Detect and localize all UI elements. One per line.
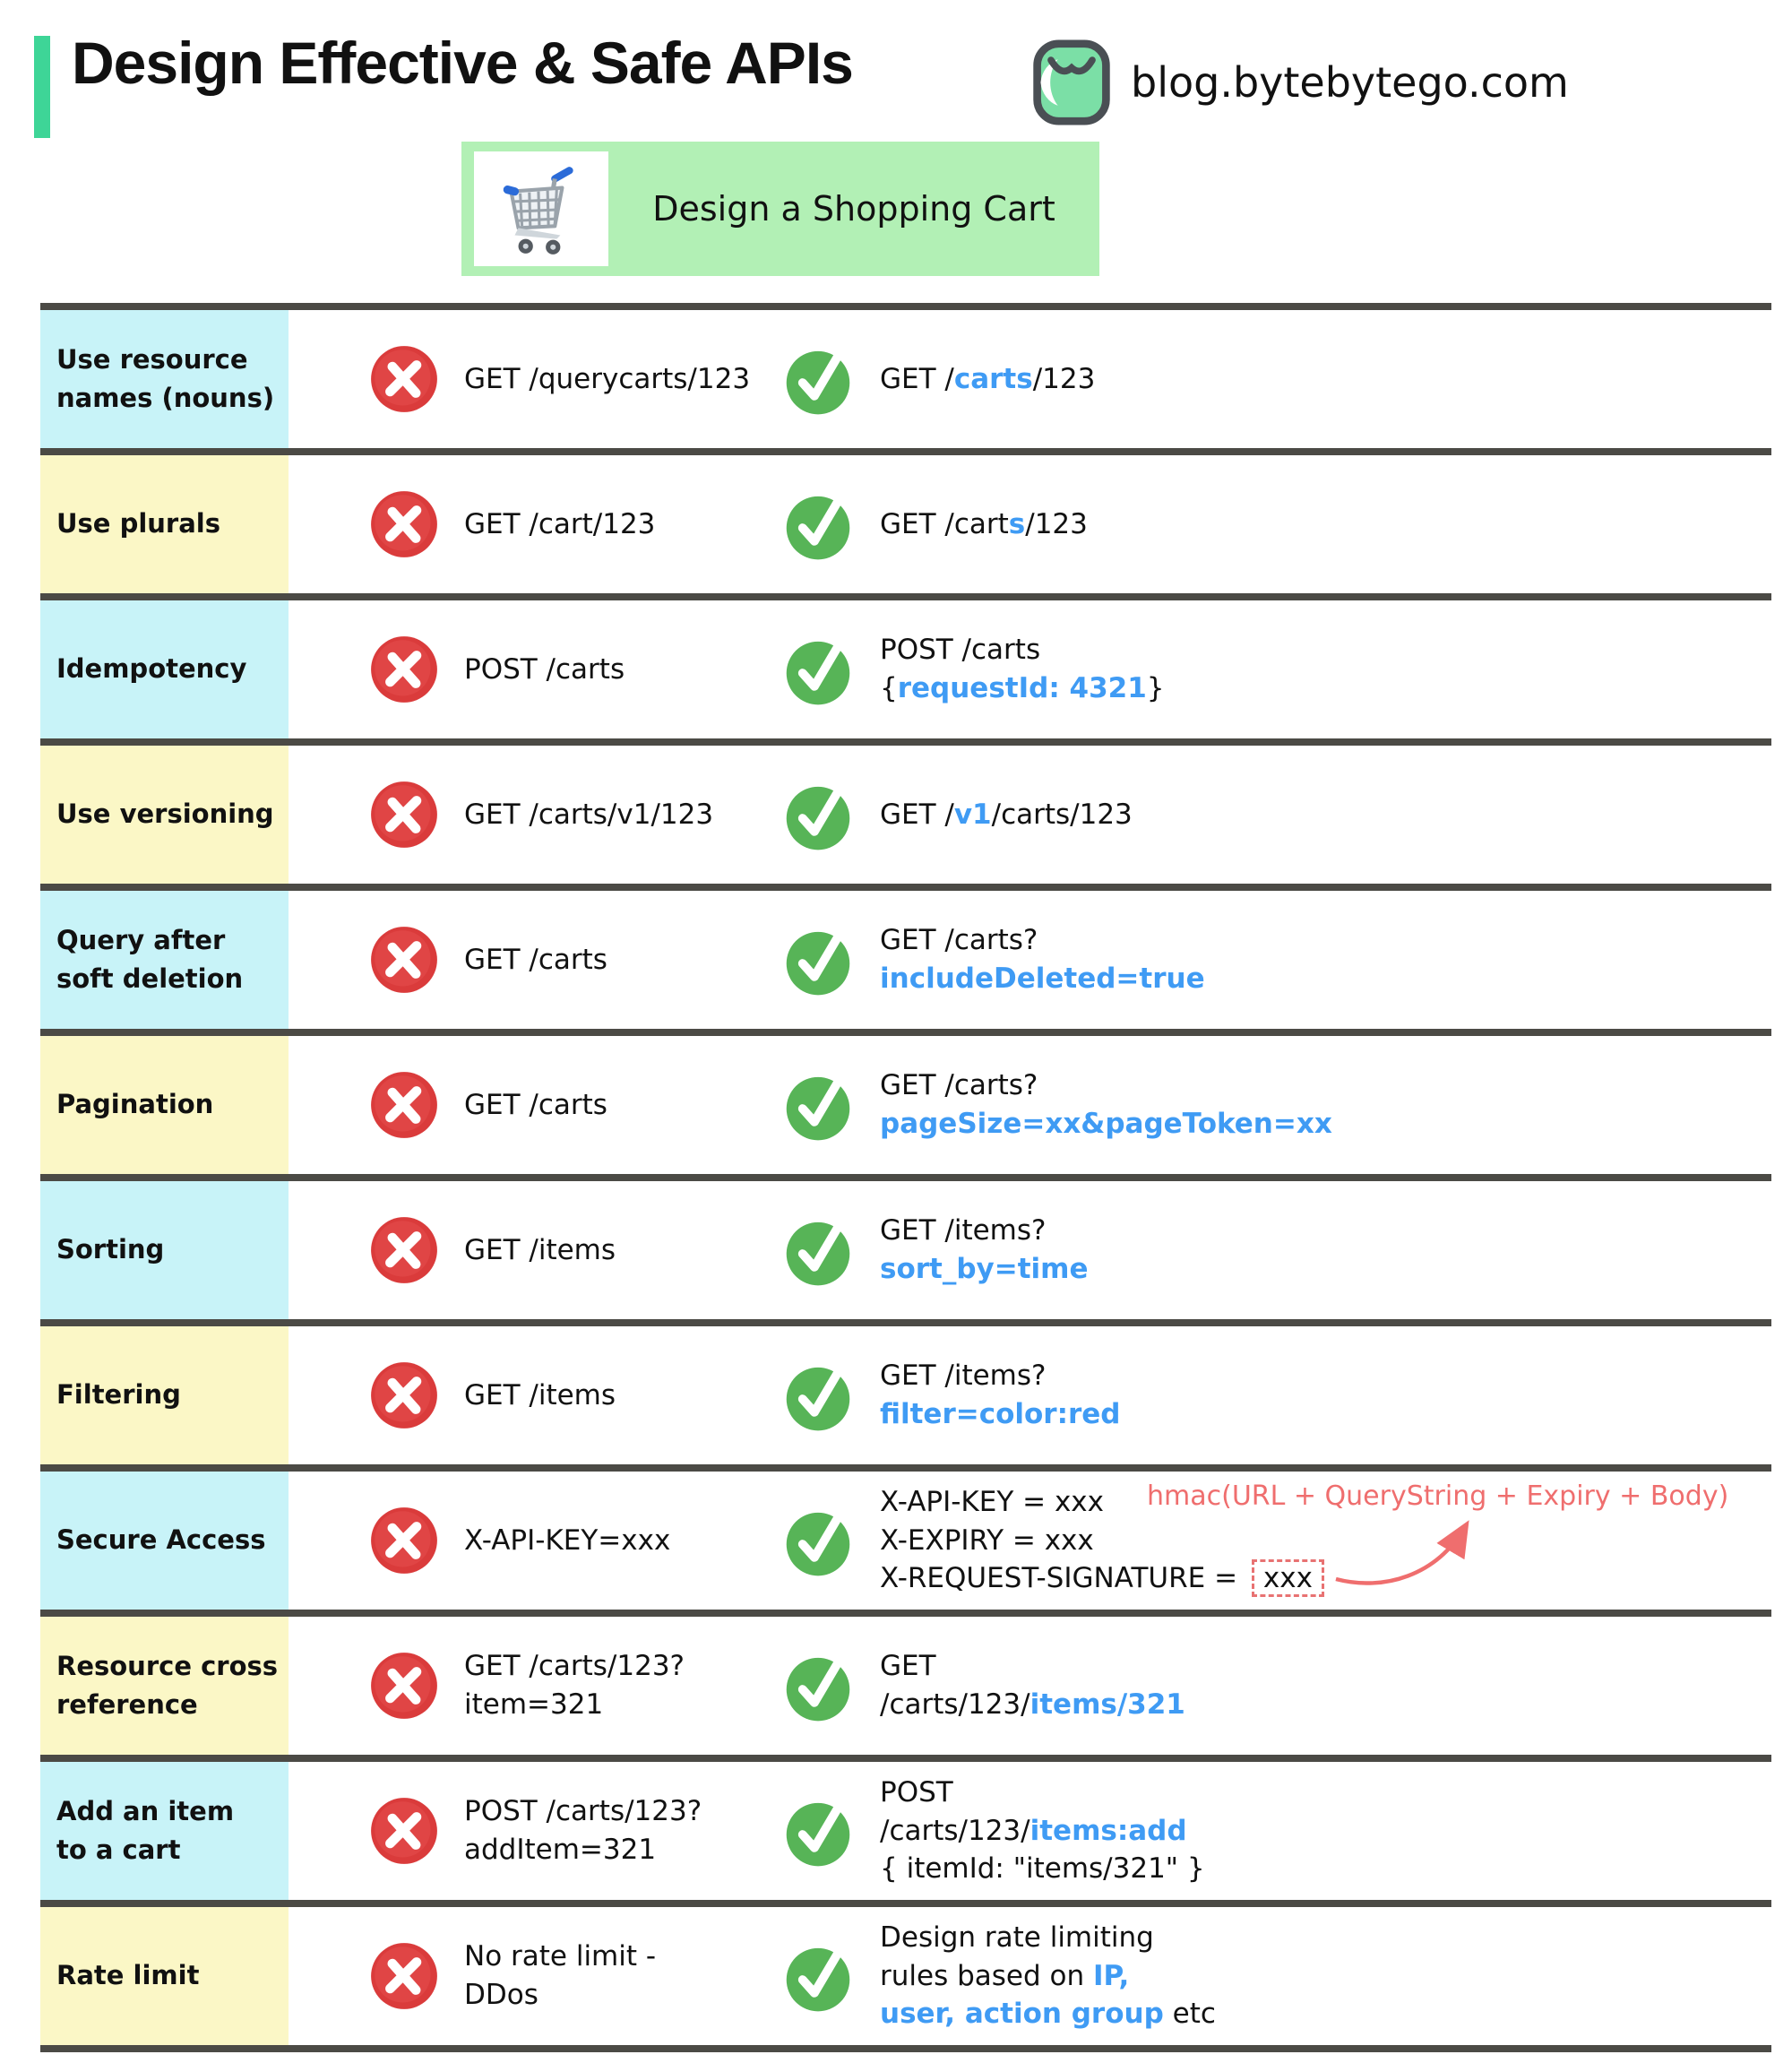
signature-dashed-box: xxx: [1252, 1559, 1324, 1597]
bad-example-code: [464, 1938, 656, 2015]
code-line: [880, 1995, 1216, 2033]
code-line: [464, 1086, 607, 1125]
code-segment: {: [880, 672, 898, 704]
bad-example-code: [464, 1792, 702, 1869]
row-label-line: Add an item: [56, 1795, 235, 1826]
code-segment: DDos: [464, 1979, 538, 2011]
code-segment: v1: [953, 798, 992, 831]
code-segment: GET: [880, 1650, 936, 1683]
code-line: [880, 1686, 1185, 1724]
row-label-line: Query after: [56, 924, 226, 955]
good-example: [781, 1919, 1216, 2033]
table-row: [40, 303, 1771, 448]
check-icon: [781, 778, 855, 851]
bad-example-code: [464, 360, 750, 399]
row-label-line: reference: [56, 1689, 198, 1720]
check-icon: [781, 1939, 855, 2013]
code-segment: item=321: [464, 1688, 604, 1721]
bad-example: [367, 1504, 781, 1577]
row-label: [40, 455, 289, 593]
table-row: [40, 593, 1771, 738]
check-icon: [781, 1068, 855, 1142]
check-icon: [781, 342, 855, 416]
code-line: [880, 1647, 1185, 1686]
bad-example-code: [464, 1647, 685, 1724]
code-segment: GET /cart/123: [464, 507, 656, 540]
good-example-code: [880, 1647, 1185, 1724]
code-segment: }: [1146, 672, 1165, 704]
row-label: [40, 891, 289, 1029]
bad-example: [367, 778, 781, 851]
code-line: [880, 360, 1095, 399]
code-line: [880, 1812, 1205, 1851]
code-line: [880, 1250, 1089, 1289]
good-example: [781, 1357, 1121, 1434]
row-label: [40, 1617, 289, 1755]
code-line: [464, 941, 607, 980]
bad-example-code: [464, 1231, 616, 1270]
cross-icon: [367, 1794, 441, 1868]
code-segment: X-API-KEY=xxx: [464, 1524, 671, 1557]
cross-icon: [367, 1504, 441, 1577]
code-segment: filter=color:red: [880, 1398, 1121, 1430]
code-segment: No rate limit -: [464, 1940, 657, 1973]
cross-icon: [367, 1068, 441, 1142]
title-accent-bar: [34, 36, 50, 138]
rules-table: [40, 303, 1771, 2052]
code-segment: X-API-KEY = xxx: [880, 1485, 1104, 1518]
cross-icon: [367, 1213, 441, 1287]
code-line: [880, 1212, 1089, 1250]
good-example-code: [880, 631, 1165, 708]
table-row: [40, 1319, 1771, 1464]
code-segment: etc: [1163, 1998, 1216, 2031]
bad-example: [367, 1938, 781, 2015]
code-line: [880, 1395, 1121, 1434]
code-segment: requestId: 4321: [897, 672, 1147, 704]
page-title: Design Effective & Safe APIs: [72, 30, 853, 96]
row-label: [40, 1036, 289, 1174]
table-row: [40, 1174, 1771, 1319]
code-segment: POST /carts: [464, 652, 625, 686]
code-segment: s: [1008, 507, 1026, 540]
code-line: [880, 631, 1165, 669]
code-segment: POST /carts: [880, 634, 1041, 667]
cross-icon: [367, 923, 441, 997]
code-line: [464, 1647, 685, 1686]
good-example: [781, 921, 1205, 998]
code-segment: IP,: [1092, 1959, 1130, 1992]
check-icon: [781, 1213, 855, 1287]
code-line: [464, 1231, 616, 1270]
row-label-line: Resource cross: [56, 1650, 279, 1681]
code-segment: /carts/123/: [880, 1814, 1030, 1847]
page-header: [0, 0, 1792, 142]
good-example: [781, 631, 1165, 708]
table-row: [40, 1755, 1771, 1900]
code-line: [880, 796, 1133, 834]
good-example: [781, 778, 1133, 851]
good-example-code: [880, 1919, 1216, 2033]
good-example: [781, 1647, 1185, 1724]
check-icon: [781, 1504, 855, 1577]
check-icon: [781, 488, 855, 561]
code-segment: GET /items?: [880, 1360, 1047, 1393]
table-row: [40, 1610, 1771, 1755]
bad-example-code: [464, 1086, 607, 1125]
code-line: [464, 505, 655, 544]
code-segment: GET /carts: [464, 1088, 607, 1121]
good-example-code: [880, 1212, 1089, 1289]
table-row: [40, 884, 1771, 1029]
code-segment: /123: [1032, 362, 1096, 395]
cross-icon: [367, 778, 441, 851]
bad-example: [367, 1068, 781, 1142]
code-segment: /123: [1025, 507, 1088, 540]
code-line: [880, 921, 1205, 960]
code-segment: Design rate limiting: [880, 1921, 1154, 1954]
code-line: [880, 960, 1205, 998]
good-example-code: [880, 796, 1133, 834]
code-segment: addItem=321: [464, 1834, 657, 1866]
row-label-line: Pagination: [56, 1089, 214, 1120]
code-line: [880, 505, 1088, 544]
code-segment: GET /items: [464, 1233, 616, 1266]
hmac-annotation: hmac(URL + QueryString + Expiry + Body): [1147, 1480, 1729, 1512]
bad-example: [367, 1647, 781, 1724]
code-line: [880, 1919, 1216, 1957]
cross-icon: [367, 342, 441, 416]
good-example-code: [880, 1357, 1121, 1434]
row-label: [40, 746, 289, 884]
row-label-line: Filtering: [56, 1379, 181, 1411]
row-label-line: Use plurals: [56, 508, 220, 539]
row-label-line: Idempotency: [56, 653, 247, 685]
row-label-line: Rate limit: [56, 1960, 200, 1991]
bad-example: [367, 342, 781, 416]
bad-example: [367, 488, 781, 561]
check-icon: [781, 633, 855, 706]
good-example: [781, 488, 1088, 561]
row-label-line: Secure Access: [56, 1524, 266, 1556]
bad-example-code: [464, 505, 655, 544]
code-line: [880, 1850, 1205, 1888]
bad-example-code: [464, 1377, 616, 1415]
code-line: [464, 651, 625, 689]
row-label-line: names (nouns): [56, 383, 275, 413]
row-label: [40, 1907, 289, 2045]
code-segment: X-EXPIRY = xxx: [880, 1524, 1094, 1557]
bad-example-code: [464, 1522, 670, 1560]
code-segment: GET /carts: [464, 943, 607, 976]
code-segment: POST: [880, 1775, 953, 1808]
good-example-code: [880, 1066, 1332, 1144]
table-row: [40, 1464, 1771, 1610]
code-segment: GET /cart: [880, 507, 1009, 540]
row-label-line: soft deletion: [56, 963, 244, 994]
code-line: [464, 1938, 656, 1976]
check-icon: [781, 923, 855, 997]
good-example: [781, 1212, 1089, 1289]
code-segment: GET /carts?: [880, 924, 1038, 957]
good-example: [781, 1066, 1332, 1144]
code-line: [880, 1957, 1216, 1996]
row-label: [40, 600, 289, 738]
code-segment: pageSize=xx&pageToken=xx: [880, 1108, 1332, 1140]
check-icon: [781, 1359, 855, 1432]
row-label: [40, 310, 289, 448]
cross-icon: [367, 1939, 441, 2013]
bad-example-code: [464, 941, 607, 980]
code-line: [464, 1831, 702, 1869]
bad-example: [367, 633, 781, 706]
bad-example-code: [464, 796, 713, 834]
row-label: [40, 1181, 289, 1319]
row-label: [40, 1472, 289, 1610]
shopping-cart-icon: [491, 159, 591, 259]
site-credit: [1029, 39, 1569, 125]
code-line: [880, 1357, 1121, 1395]
table-row: [40, 1029, 1771, 1174]
row-label: [40, 1326, 289, 1464]
code-line: [464, 1522, 670, 1560]
code-line: [464, 360, 750, 399]
code-segment: rules based on: [880, 1959, 1093, 1992]
good-example-code: [880, 360, 1095, 399]
good-example-code: [880, 505, 1088, 544]
bad-example: [367, 923, 781, 997]
bytebytego-logo-icon: [1029, 39, 1115, 125]
code-segment: POST /carts/123?: [464, 1795, 702, 1828]
code-line: [880, 1522, 1324, 1560]
code-segment: GET /items: [464, 1378, 616, 1411]
cross-icon: [367, 633, 441, 706]
code-segment: GET /: [880, 362, 954, 395]
cart-image-box: [474, 151, 608, 266]
row-label-line: Use resource: [56, 343, 248, 375]
cross-icon: [367, 1649, 441, 1722]
code-segment: GET /carts/v1/123: [464, 798, 714, 831]
code-segment: X-REQUEST-SIGNATURE =: [880, 1562, 1246, 1595]
code-segment: /carts/123/: [880, 1688, 1030, 1721]
table-row: [40, 448, 1771, 593]
code-line: [464, 796, 713, 834]
code-line: [880, 669, 1165, 708]
code-segment: /carts/123: [991, 798, 1133, 831]
code-segment: items/321: [1030, 1688, 1185, 1721]
code-segment: user, action group: [880, 1998, 1164, 2031]
code-line: [464, 1686, 685, 1724]
topic-banner: [461, 142, 1099, 276]
topic-banner-label: Design a Shopping Cart: [652, 189, 1055, 229]
code-line: [880, 1105, 1332, 1144]
code-segment: GET /carts?: [880, 1069, 1038, 1102]
code-line: [880, 1066, 1332, 1105]
good-example: [781, 342, 1095, 416]
code-line: [464, 1976, 656, 2015]
good-example: [781, 1774, 1205, 1888]
table-row: [40, 1900, 1771, 2045]
code-segment: GET /items?: [880, 1214, 1047, 1247]
code-segment: includeDeleted=true: [880, 962, 1205, 995]
code-line: [880, 1774, 1205, 1812]
row-label-line: Sorting: [56, 1234, 165, 1265]
code-segment: GET /: [880, 798, 954, 831]
hmac-arrow-icon: [1331, 1513, 1492, 1599]
check-icon: [781, 1794, 855, 1868]
bad-example: [367, 1359, 781, 1432]
code-segment: carts: [953, 362, 1033, 395]
code-segment: sort_by=time: [880, 1253, 1089, 1285]
check-icon: [781, 1649, 855, 1722]
good-example-code: [880, 1774, 1205, 1888]
code-segment: { itemId: "items/321" }: [880, 1852, 1205, 1886]
cross-icon: [367, 1359, 441, 1432]
code-line: [880, 1559, 1324, 1598]
bad-example: [367, 1792, 781, 1869]
row-label: [40, 1762, 289, 1900]
cross-icon: [367, 488, 441, 561]
site-url: blog.bytebytego.com: [1131, 58, 1569, 107]
row-label-line: Use versioning: [56, 798, 274, 830]
bad-example-code: [464, 651, 625, 689]
table-row: [40, 738, 1771, 884]
code-segment: items:add: [1030, 1814, 1187, 1847]
code-segment: GET /querycarts/123: [464, 362, 751, 395]
code-segment: GET /carts/123?: [464, 1650, 685, 1683]
code-line: [464, 1792, 702, 1831]
row-label-line: to a cart: [56, 1834, 181, 1865]
good-example-code: [880, 921, 1205, 998]
bad-example: [367, 1213, 781, 1287]
code-line: [464, 1377, 616, 1415]
